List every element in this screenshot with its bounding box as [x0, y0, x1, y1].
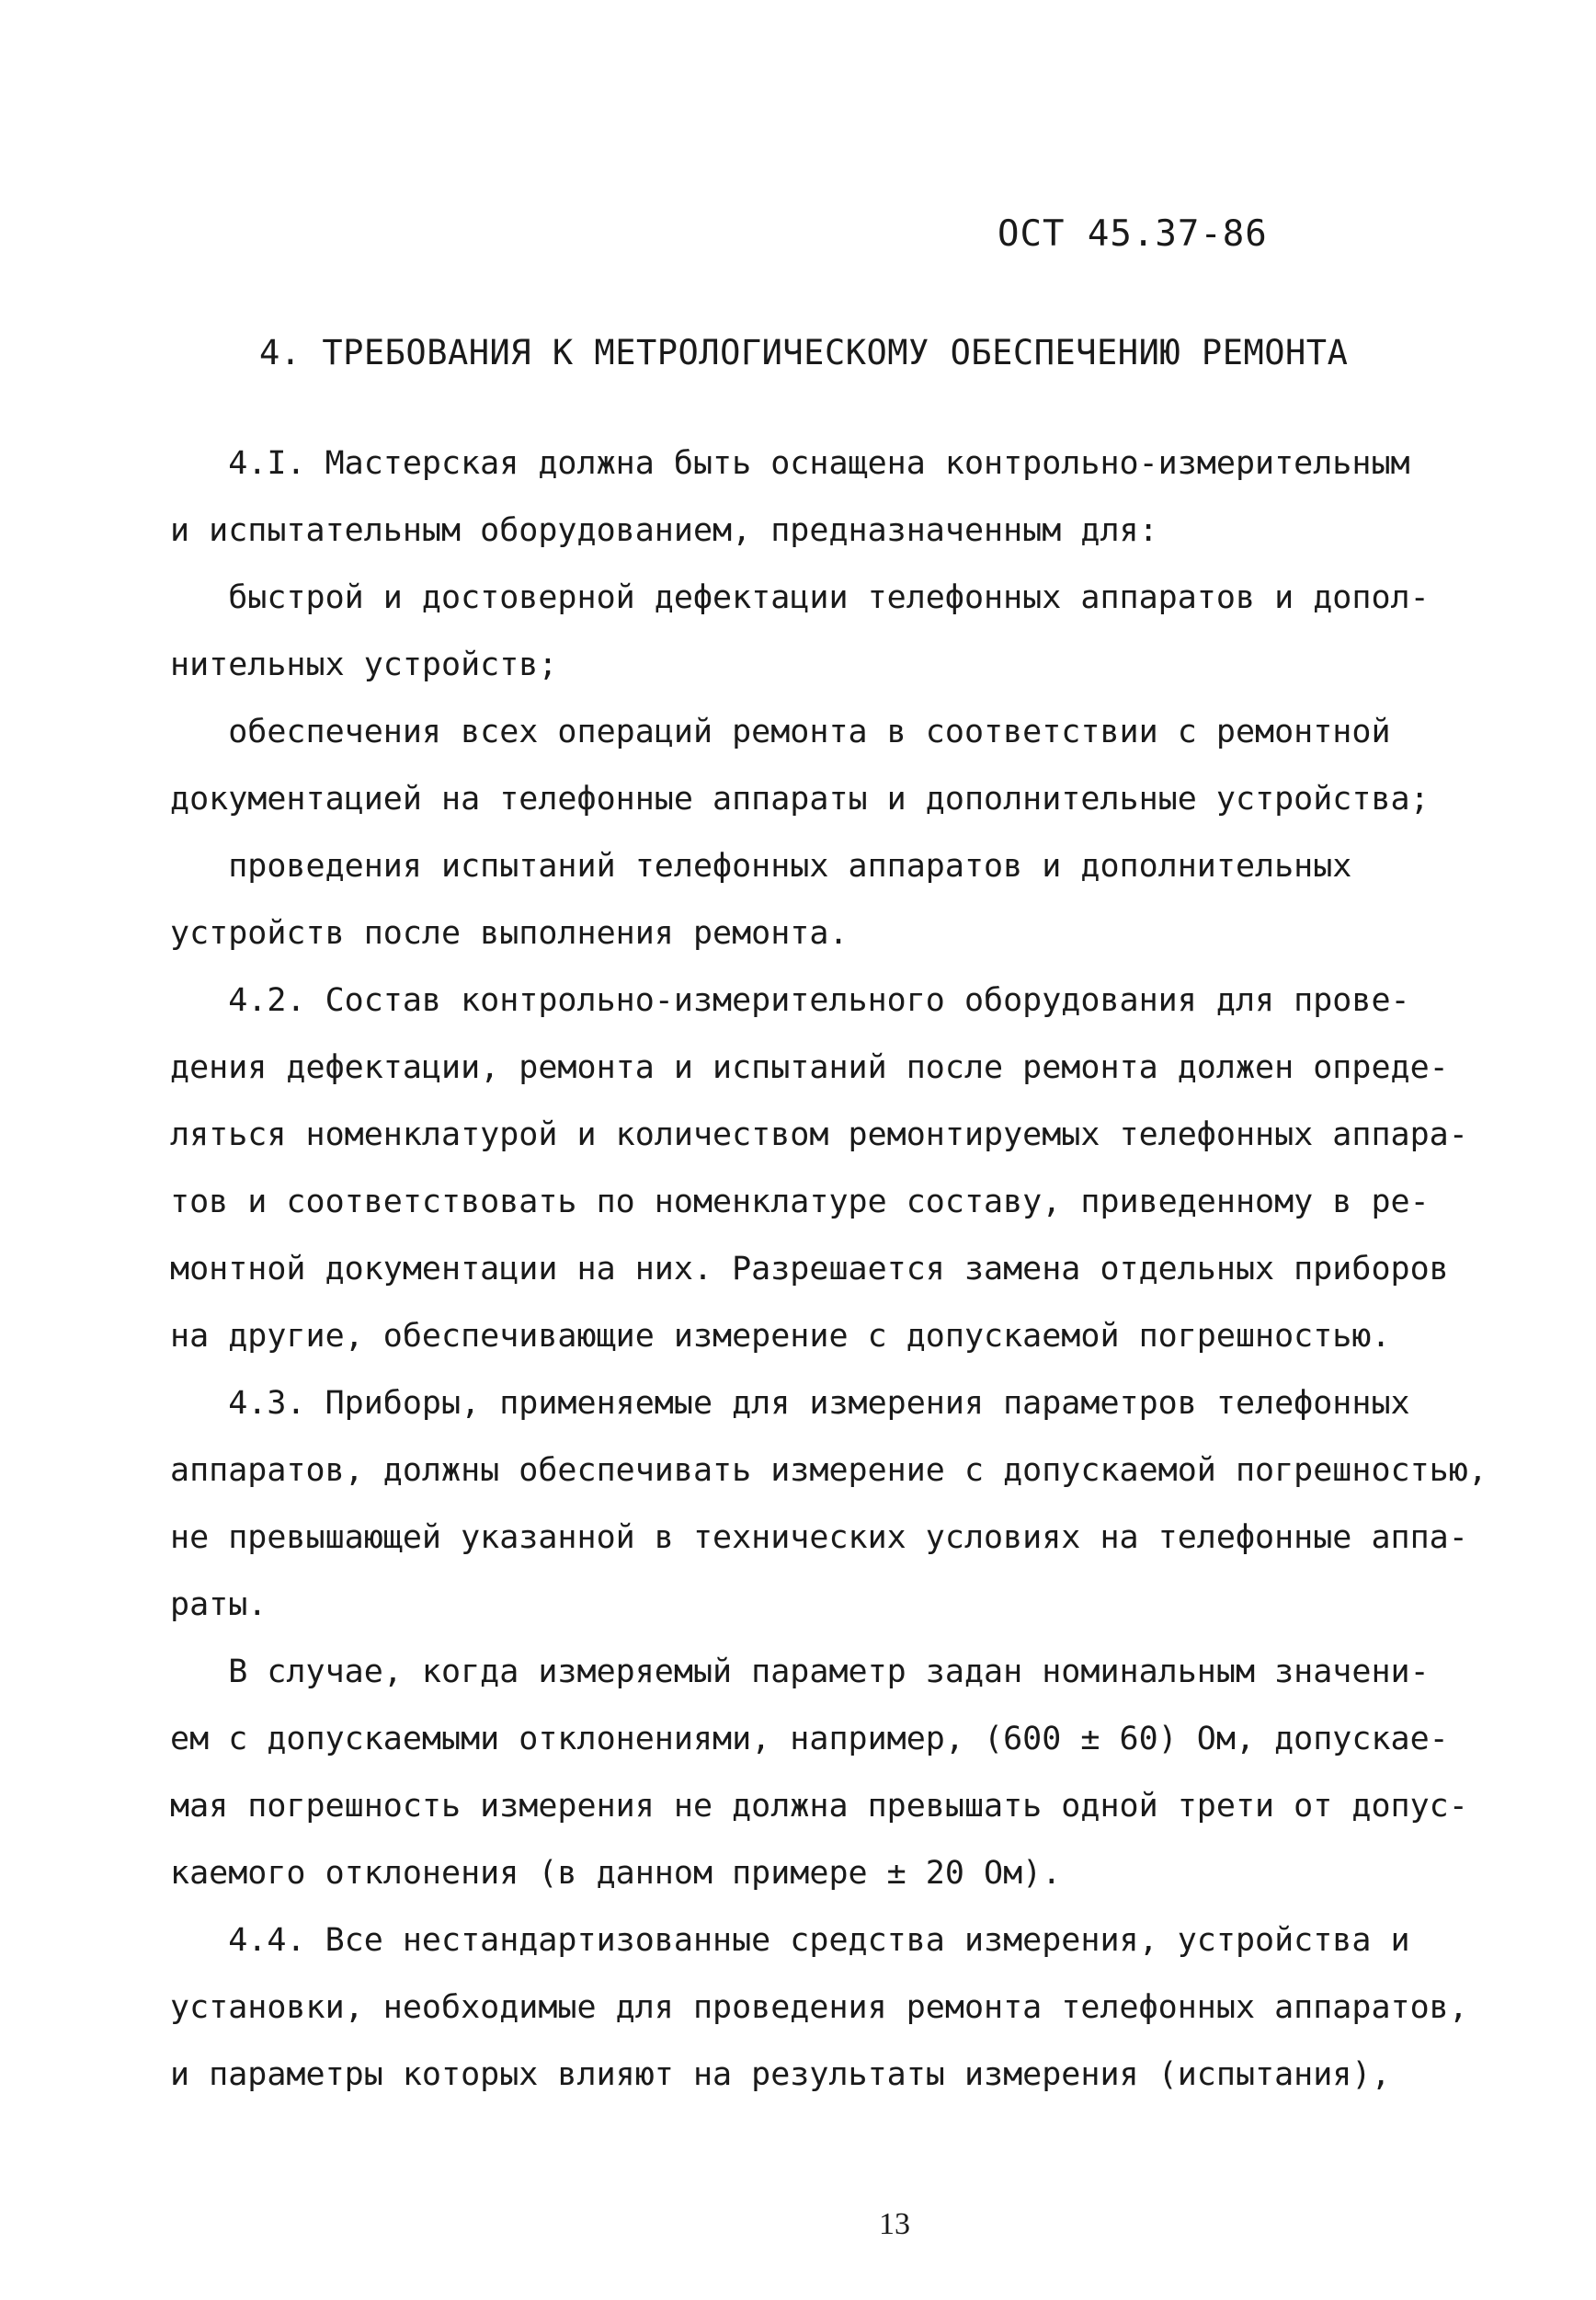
text-line: раты.: [170, 1586, 268, 1623]
text-line: на другие, обеспечивающие измерение с допускаемой погрешностью.: [170, 1318, 1391, 1355]
text-line: нительных устройств;: [170, 647, 558, 683]
text-line: быстрой и достоверной дефектации телефонных аппаратов и допол-: [170, 579, 1430, 616]
text-line: и испытательным оборудованием, предназначенным для:: [170, 512, 1158, 549]
text-line: обеспечения всех операций ремонта в соответствии с ремонтной: [170, 714, 1391, 750]
text-line: 4.4. Все нестандартизованные средства измерения, устройства и: [170, 1922, 1410, 1959]
text-line: ляться номенклатурой и количеством ремонтируемых телефонных аппара-: [170, 1116, 1468, 1153]
text-line: В случае, когда измеряемый параметр задан номинальным значени-: [170, 1653, 1430, 1690]
text-line: документацией на телефонные аппараты и дополнительные устройства;: [170, 781, 1430, 818]
text-line: 4.2. Состав контрольно-измерительного оборудования для прове-: [170, 982, 1410, 1019]
text-line: не превышающей указанной в технических условиях на телефонные аппа-: [170, 1519, 1468, 1556]
text-line: проведения испытаний телефонных аппаратов и дополнительных: [170, 848, 1352, 885]
body-text: [170, 430, 1512, 2109]
text-line: дения дефектации, ремонта и испытаний после ремонта должен опреде-: [170, 1049, 1449, 1086]
section-title: 4. ТРЕБОВАНИЯ К МЕТРОЛОГИЧЕСКОМУ ОБЕСПЕЧЕНИЮ РЕМОНТА: [259, 333, 1349, 372]
text-line: мая погрешность измерения не должна превышать одной трети от допус-: [170, 1788, 1468, 1825]
text-line: 4.3. Приборы, применяемые для измерения параметров телефонных: [170, 1385, 1410, 1422]
document-code: ОСТ 45.37-86: [998, 213, 1268, 255]
text-line: тов и соответствовать по номенклатуре составу, приведенному в ре-: [170, 1184, 1430, 1220]
text-line: аппаратов, должны обеспечивать измерение с допускаемой погрешностью,: [170, 1452, 1488, 1489]
text-line: установки, необходимые для проведения ремонта телефонных аппаратов,: [170, 1989, 1468, 2026]
text-line: каемого отклонения (в данном примере ± 20 Ом).: [170, 1855, 1062, 1892]
text-line: и параметры которых влияют на результаты измерения (испытания),: [170, 2056, 1391, 2093]
text-line: 4.I. Мастерская должна быть оснащена контрольно-измерительным: [170, 445, 1410, 482]
page-number: 13: [879, 2207, 910, 2241]
text-line: устройств после выполнения ремонта.: [170, 915, 849, 952]
text-line: ем с допускаемыми отклонениями, например, (600 ± 60) Ом, допускае-: [170, 1721, 1449, 1757]
text-line: монтной документации на них. Разрешается замена отдельных приборов: [170, 1251, 1449, 1287]
